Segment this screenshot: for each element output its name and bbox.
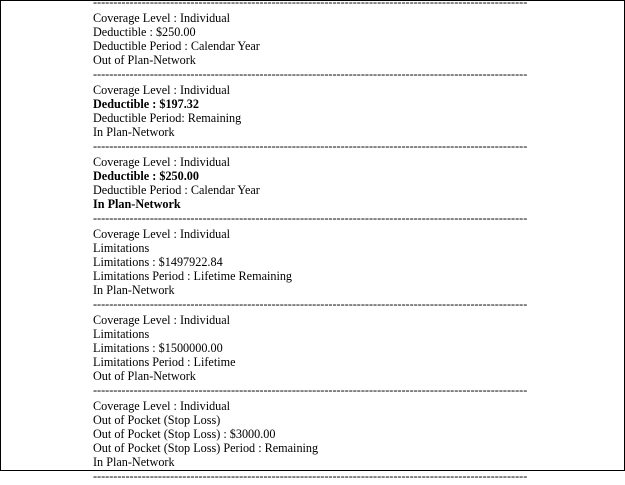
text-line: Limitations Period : Lifetime [93, 355, 236, 369]
text-line: In Plan-Network [93, 455, 175, 469]
text-line: In Plan-Network [93, 197, 181, 211]
text-line: Deductible : $250.00 [93, 25, 196, 39]
separator-line: ----------------------------------------------------------------------------------------------------------- [93, 211, 528, 225]
separator-line: ----------------------------------------------------------------------------------------------------------- [93, 469, 528, 483]
text-line: Deductible : $197.32 [93, 97, 199, 111]
benefit-block [93, 227, 513, 297]
benefit-block [93, 11, 513, 67]
text-line: Deductible Period: Remaining [93, 111, 242, 125]
text-line: Out of Pocket (Stop Loss) : $3000.00 [93, 427, 276, 441]
text-line: In Plan-Network [93, 283, 175, 297]
text-line: Deductible : $250.00 [93, 169, 199, 183]
separator-line: ----------------------------------------------------------------------------------------------------------- [93, 0, 528, 9]
benefit-block [93, 399, 513, 469]
separator-line: ----------------------------------------------------------------------------------------------------------- [93, 67, 528, 81]
text-line: Coverage Level : Individual [93, 83, 231, 97]
benefit-block [93, 155, 513, 211]
text-line: Out of Plan-Network [93, 53, 196, 67]
benefits-text [93, 0, 528, 485]
text-line: In Plan-Network [93, 125, 175, 139]
text-line: Deductible Period : Calendar Year [93, 183, 260, 197]
benefit-block [93, 313, 513, 383]
benefit-block [93, 83, 513, 139]
text-line: Coverage Level : Individual [93, 313, 231, 327]
text-line: Coverage Level : Individual [93, 227, 231, 241]
separator-line: ----------------------------------------------------------------------------------------------------------- [93, 139, 528, 153]
separator-line: ----------------------------------------------------------------------------------------------------------- [93, 297, 528, 311]
text-line: Out of Pocket (Stop Loss) Period : Remaining [93, 441, 319, 455]
text-line: Limitations : $1500000.00 [93, 341, 223, 355]
text-line: Coverage Level : Individual [93, 399, 231, 413]
text-line: Limitations [93, 241, 150, 255]
text-line: Out of Plan-Network [93, 369, 196, 383]
text-line: Out of Pocket (Stop Loss) [93, 413, 221, 427]
text-line: Limitations Period : Lifetime Remaining [93, 269, 293, 283]
text-line: Deductible Period : Calendar Year [93, 39, 260, 53]
text-line: Limitations : $1497922.84 [93, 255, 223, 269]
text-line: Coverage Level : Individual [93, 11, 231, 25]
separator-line: ----------------------------------------------------------------------------------------------------------- [93, 383, 528, 397]
text-line: Limitations [93, 327, 150, 341]
text-line: Coverage Level : Individual [93, 155, 231, 169]
